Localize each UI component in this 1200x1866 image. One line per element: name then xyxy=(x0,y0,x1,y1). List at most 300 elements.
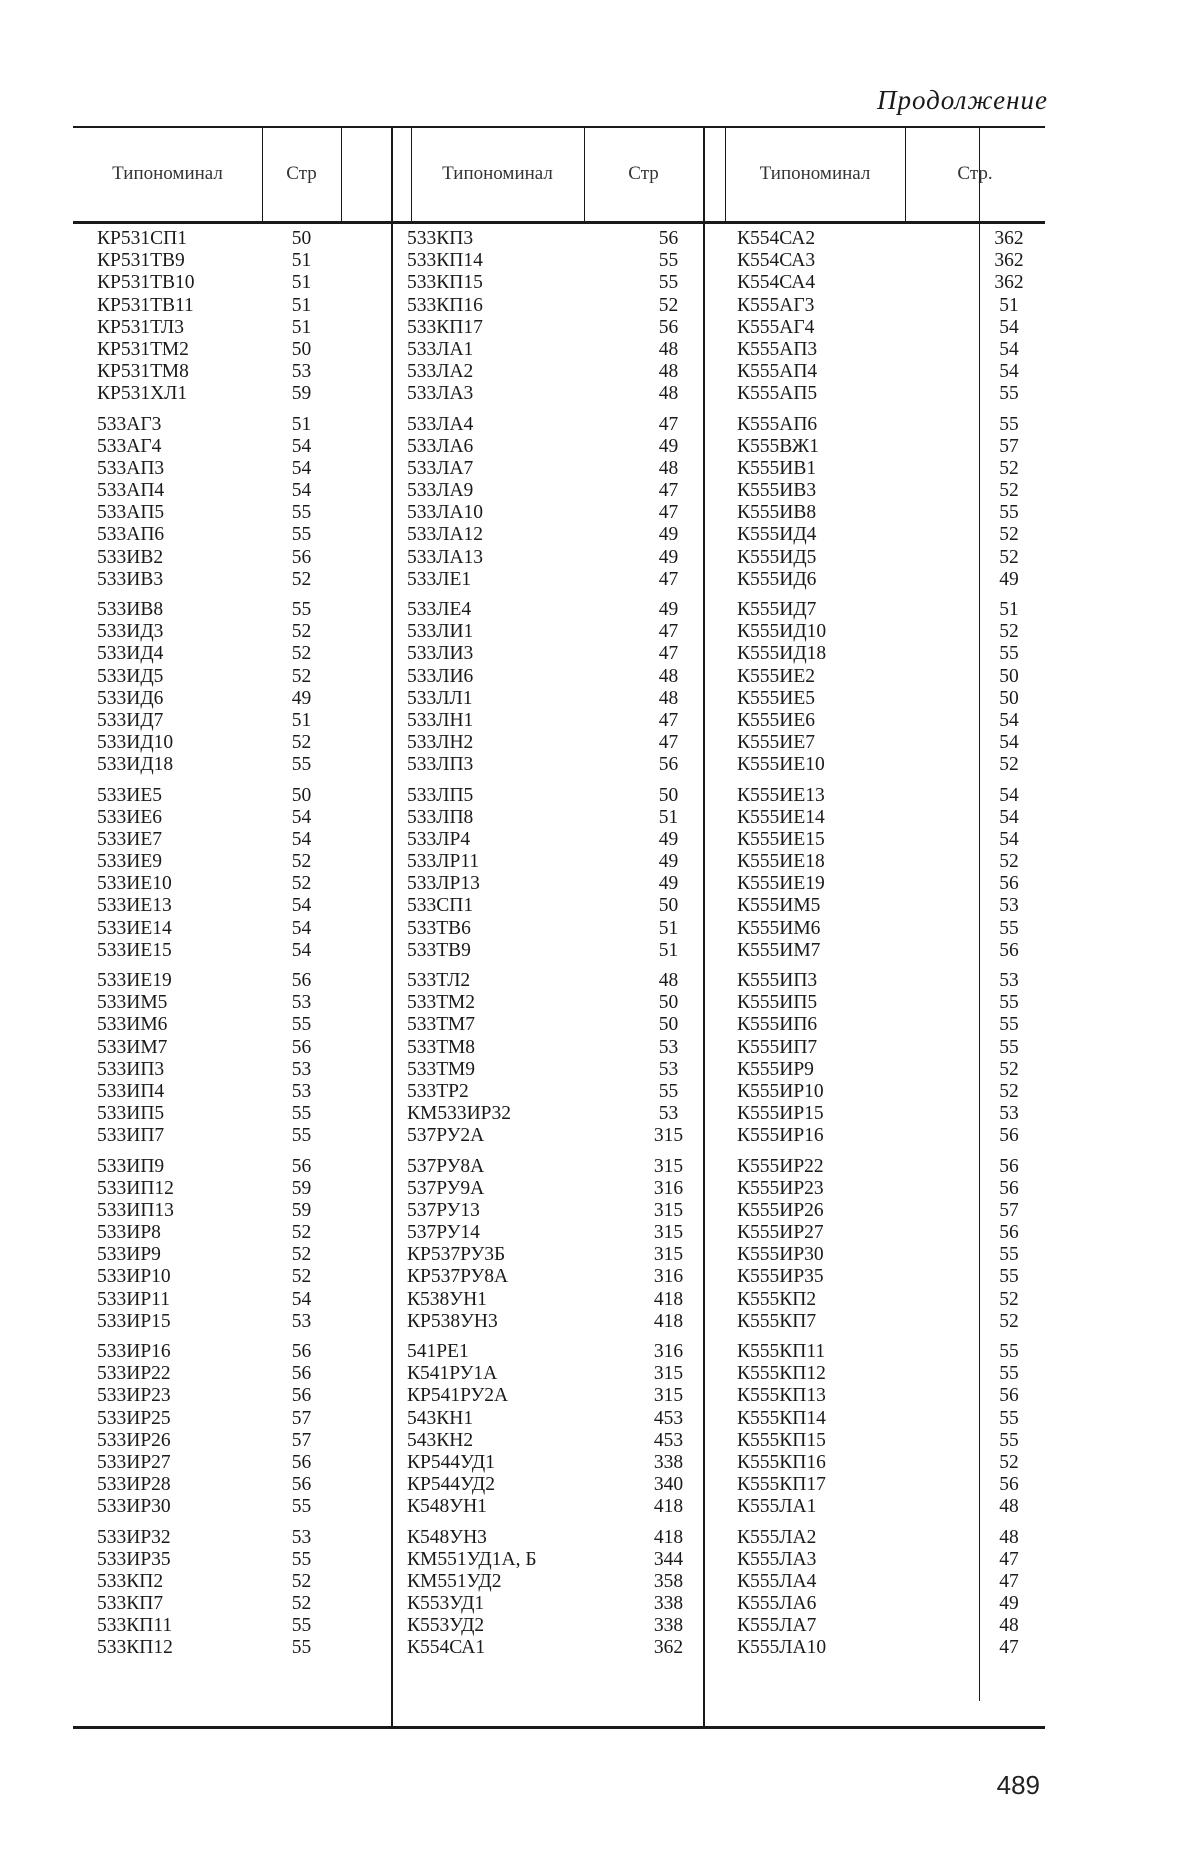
page-1-cell: 51 xyxy=(291,709,312,731)
type-3-cell: К555КП12 xyxy=(737,1363,826,1385)
page-2-cell: 418 xyxy=(653,1288,684,1310)
page-2-cell: 48 xyxy=(658,665,679,687)
type-1-cell: 533ИЕ19 xyxy=(97,970,172,991)
type-1-cell: 533КП11 xyxy=(97,1615,173,1637)
page-2-cell: 340 xyxy=(653,1474,684,1496)
type-2-cell: КР544УД1 xyxy=(407,1451,495,1473)
type-1-cell: 533ИД3 xyxy=(97,621,164,643)
type-3-cell: К555ИД5 xyxy=(737,546,817,568)
type-1-cell: 533ИЕ10 xyxy=(97,873,172,895)
table-row xyxy=(73,1593,1045,1615)
page-3-cell: 56 xyxy=(999,1474,1019,1496)
type-3-cell: К555ЛА6 xyxy=(737,1593,817,1615)
type-1-cell: 533ИР26 xyxy=(97,1429,171,1451)
type-3-cell: К555ИЕ7 xyxy=(737,732,815,754)
type-1-cell: 533АП4 xyxy=(97,480,165,502)
page-1-cell: 54 xyxy=(291,435,312,457)
page-3-cell: 52 xyxy=(999,1451,1019,1473)
type-3-cell: К555КП7 xyxy=(737,1310,817,1332)
page-1-cell: 52 xyxy=(291,1222,312,1244)
type-1-cell: 533ИД6 xyxy=(97,687,164,709)
table-row xyxy=(73,1059,1045,1081)
type-1-cell: КР531ТВ10 xyxy=(97,272,195,294)
page-1-cell: 54 xyxy=(291,457,312,479)
type-1-cell: 533ИП5 xyxy=(97,1103,165,1125)
type-2-cell: К548УН1 xyxy=(407,1496,487,1518)
page-2-cell: 52 xyxy=(658,294,679,316)
type-2-cell: 533КП16 xyxy=(407,294,483,316)
page-2-cell: 47 xyxy=(658,413,679,435)
page-2-cell: 362 xyxy=(653,1637,684,1659)
page-1-cell: 53 xyxy=(291,1526,312,1548)
type-1-cell: 533ИМ5 xyxy=(97,992,168,1014)
type-3-cell: К555ИЕ18 xyxy=(737,851,825,873)
page-1-cell: 52 xyxy=(291,643,312,665)
page-3-cell: 54 xyxy=(999,732,1019,754)
type-3-cell: К555ИР15 xyxy=(737,1103,824,1125)
type-3-cell: К555ВЖ1 xyxy=(737,435,819,457)
type-3-cell: К555ИД7 xyxy=(737,599,817,620)
table-row xyxy=(73,436,1045,458)
page-1-cell: 54 xyxy=(291,1288,312,1310)
table-row xyxy=(73,621,1045,643)
type-2-cell: 533ЛН1 xyxy=(407,709,474,731)
page-3-cell: 53 xyxy=(999,970,1019,991)
page-2-cell: 48 xyxy=(658,361,679,383)
type-2-cell: 533ЛА3 xyxy=(407,383,474,405)
page-2-cell: 418 xyxy=(653,1526,684,1548)
page-1-cell: 55 xyxy=(291,1548,312,1570)
type-2-cell: 533ЛА7 xyxy=(407,457,474,479)
page-2-cell: 55 xyxy=(658,272,679,294)
type-2-cell: 533ЛП5 xyxy=(407,784,474,806)
page-3-cell: 56 xyxy=(999,939,1019,961)
page-3-cell: 55 xyxy=(999,1363,1019,1385)
table-row xyxy=(73,361,1045,383)
type-3-cell: К555ИЕ14 xyxy=(737,806,825,828)
page-1-cell: 52 xyxy=(291,1570,312,1592)
type-1-cell: 533ИП9 xyxy=(97,1155,165,1177)
type-2-cell: К554СА1 xyxy=(407,1637,486,1659)
type-2-cell: 537РУ13 xyxy=(407,1199,480,1221)
page-1-cell: 56 xyxy=(291,1341,312,1362)
type-2-cell: 533ТВ6 xyxy=(407,917,471,939)
page-3-cell: 55 xyxy=(999,1266,1019,1288)
page-2-cell: 315 xyxy=(653,1222,684,1244)
type-3-cell: К555ИП6 xyxy=(737,1014,818,1036)
table-row xyxy=(73,1014,1045,1036)
page-3-cell: 52 xyxy=(999,621,1019,643)
table-row xyxy=(73,1549,1045,1571)
page-2-cell: 47 xyxy=(658,621,679,643)
page-3-cell: 52 xyxy=(999,754,1019,776)
type-2-cell: К553УД2 xyxy=(407,1615,485,1637)
page-1-cell: 55 xyxy=(291,1103,312,1125)
page-1-cell: 52 xyxy=(291,851,312,873)
row-group xyxy=(73,1341,1045,1519)
reference-table xyxy=(73,126,1045,1866)
page-3-cell: 52 xyxy=(999,457,1019,479)
table-row xyxy=(73,1474,1045,1496)
page-2-cell: 51 xyxy=(658,917,679,939)
table-row xyxy=(73,785,1045,807)
table-row xyxy=(73,666,1045,688)
type-3-cell: К555АГ3 xyxy=(737,294,815,316)
table-row xyxy=(73,1103,1045,1125)
page-1-cell: 54 xyxy=(291,806,312,828)
table-row xyxy=(73,1037,1045,1059)
page-1-cell: 56 xyxy=(291,1451,312,1473)
table-row xyxy=(73,1178,1045,1200)
type-2-cell: 533ЛА4 xyxy=(407,413,474,435)
page-2-cell: 50 xyxy=(658,895,679,917)
type-2-cell: 533ЛР13 xyxy=(407,873,480,895)
type-1-cell: 533ИД5 xyxy=(97,665,164,687)
table-row xyxy=(73,992,1045,1014)
page-2-cell: 47 xyxy=(658,480,679,502)
type-3-cell: К555ИР27 xyxy=(737,1222,824,1244)
type-3-cell: К555КП15 xyxy=(737,1429,826,1451)
page-3-cell: 53 xyxy=(999,895,1019,917)
type-2-cell: 533ЛА12 xyxy=(407,524,484,546)
type-3-cell: К555ИЕ13 xyxy=(737,784,825,806)
page-3-cell: 55 xyxy=(999,643,1019,665)
page-2-cell: 49 xyxy=(658,851,679,873)
page-3-cell: 55 xyxy=(999,1341,1019,1362)
type-2-cell: 537РУ2А xyxy=(407,1125,485,1147)
page-1-cell: 55 xyxy=(291,1125,312,1147)
type-1-cell: 533ИР35 xyxy=(97,1548,171,1570)
page-1-cell: 56 xyxy=(291,1036,312,1058)
type-3-cell: К555ИД18 xyxy=(737,643,827,665)
page-2-cell: 49 xyxy=(658,524,679,546)
type-1-cell: 533ИД7 xyxy=(97,709,164,731)
type-3-cell: К555ИЕ19 xyxy=(737,873,825,895)
type-1-cell: 533ИД4 xyxy=(97,643,164,665)
page-2-cell: 51 xyxy=(658,806,679,828)
row-group xyxy=(73,414,1045,592)
page-2-cell: 315 xyxy=(653,1385,684,1407)
type-1-cell: 533ИР9 xyxy=(97,1244,161,1266)
type-3-cell: К555ЛА7 xyxy=(737,1615,817,1637)
type-1-cell: 533ИР32 xyxy=(97,1526,171,1548)
type-3-cell: К554СА4 xyxy=(737,272,816,294)
page-1-cell: 57 xyxy=(291,1429,312,1451)
page-3-cell: 362 xyxy=(994,250,1024,272)
page-2-cell: 48 xyxy=(658,687,679,709)
page-3-cell: 52 xyxy=(999,851,1019,873)
page-2-cell: 316 xyxy=(653,1341,684,1362)
type-3-cell: К555ИД4 xyxy=(737,524,817,546)
type-3-cell: К555ИЕ15 xyxy=(737,828,825,850)
table-row xyxy=(73,1289,1045,1311)
page-3-cell: 54 xyxy=(999,784,1019,806)
page-1-cell: 53 xyxy=(291,1310,312,1332)
page-1-cell: 52 xyxy=(291,1266,312,1288)
page-1-cell: 52 xyxy=(291,665,312,687)
table-row xyxy=(73,1637,1045,1659)
type-1-cell: 533ИЕ14 xyxy=(97,917,172,939)
page-1-cell: 55 xyxy=(291,524,312,546)
page-2-cell: 55 xyxy=(658,250,679,272)
type-1-cell: 533ИВ3 xyxy=(97,568,164,590)
page-2-cell: 47 xyxy=(658,643,679,665)
page-1-cell: 53 xyxy=(291,1080,312,1102)
page-3-cell: 54 xyxy=(999,361,1019,383)
type-1-cell: 533АП5 xyxy=(97,502,165,524)
page-1-cell: 50 xyxy=(291,338,312,360)
type-1-cell: КР531ТВ11 xyxy=(97,294,194,316)
row-group xyxy=(73,970,1045,1148)
type-2-cell: 533ЛИ1 xyxy=(407,621,474,643)
page-3-cell: 50 xyxy=(999,687,1019,709)
page-3-cell: 47 xyxy=(999,1637,1019,1659)
type-1-cell: КР531ТМ2 xyxy=(97,338,189,360)
type-1-cell: КР531СП1 xyxy=(97,228,187,249)
table-row xyxy=(73,1571,1045,1593)
page-3-cell: 50 xyxy=(999,665,1019,687)
page-3-cell: 51 xyxy=(999,599,1019,620)
type-2-cell: 533ЛП3 xyxy=(407,754,474,776)
type-2-cell: КР544УД2 xyxy=(407,1474,495,1496)
type-2-cell: 533ТВ9 xyxy=(407,939,471,961)
page-2-cell: 49 xyxy=(658,828,679,850)
type-1-cell: 533АП6 xyxy=(97,524,165,546)
page-2-cell: 50 xyxy=(658,1014,679,1036)
type-2-cell: 533ЛЕ4 xyxy=(407,599,472,620)
table-row xyxy=(73,295,1045,317)
type-1-cell: 533ИП13 xyxy=(97,1199,174,1221)
type-3-cell: К555ИД6 xyxy=(737,568,817,590)
type-1-cell: КР531ТЛ3 xyxy=(97,316,185,338)
type-3-cell: К555АП6 xyxy=(737,413,818,435)
page-3-cell: 55 xyxy=(999,917,1019,939)
type-1-cell: КР531ХЛ1 xyxy=(97,383,188,405)
type-3-cell: К555КП16 xyxy=(737,1451,826,1473)
page-1-cell: 50 xyxy=(291,228,312,249)
type-2-cell: 537РУ8А xyxy=(407,1155,485,1177)
type-2-cell: 537РУ9А xyxy=(407,1177,485,1199)
type-2-cell: 533СП1 xyxy=(407,895,474,917)
type-1-cell: КР531ТВ9 xyxy=(97,250,185,272)
table-row xyxy=(73,524,1045,546)
page-3-cell: 52 xyxy=(999,546,1019,568)
page-3-cell: 55 xyxy=(999,1429,1019,1451)
page-2-cell: 315 xyxy=(653,1363,684,1385)
type-1-cell: 533АГ3 xyxy=(97,413,162,435)
col-divider-2 xyxy=(341,126,342,222)
type-3-cell: К555ИМ5 xyxy=(737,895,821,917)
table-row xyxy=(73,480,1045,502)
table-row xyxy=(73,599,1045,621)
type-1-cell: 533АП3 xyxy=(97,457,165,479)
type-1-cell: 533ИЕ5 xyxy=(97,784,162,806)
type-3-cell: К555ИП7 xyxy=(737,1036,818,1058)
type-3-cell: К555ЛА10 xyxy=(737,1637,827,1659)
page-2-cell: 47 xyxy=(658,568,679,590)
type-1-cell: 533ИД10 xyxy=(97,732,174,754)
page-2-cell: 338 xyxy=(653,1593,684,1615)
page-3-cell: 56 xyxy=(999,1155,1019,1177)
type-3-cell: К555ЛА4 xyxy=(737,1570,817,1592)
page-2-cell: 48 xyxy=(658,970,679,991)
page-2-cell: 338 xyxy=(653,1451,684,1473)
page-2-cell: 48 xyxy=(658,383,679,405)
table-row xyxy=(73,502,1045,524)
page-3-cell: 48 xyxy=(999,1496,1019,1518)
page-1-cell: 49 xyxy=(291,687,312,709)
type-2-cell: 533ТМ7 xyxy=(407,1014,475,1036)
table-row xyxy=(73,754,1045,776)
type-2-cell: К553УД1 xyxy=(407,1593,485,1615)
type-2-cell: КР537РУ3Б xyxy=(407,1244,506,1266)
type-2-cell: 533ТР2 xyxy=(407,1080,469,1102)
type-2-cell: КМ551УД2 xyxy=(407,1570,502,1592)
page-3-cell: 57 xyxy=(999,1199,1019,1221)
page-1-cell: 50 xyxy=(291,784,312,806)
type-2-cell: К541РУ1А xyxy=(407,1363,498,1385)
type-3-cell: К555КП11 xyxy=(737,1341,826,1362)
header-page-3: Стр. xyxy=(957,163,993,184)
page-3-cell: 55 xyxy=(999,502,1019,524)
page-2-cell: 316 xyxy=(653,1266,684,1288)
table-row xyxy=(73,851,1045,873)
page-2-cell: 47 xyxy=(658,732,679,754)
page-3-cell: 52 xyxy=(999,1288,1019,1310)
page-1-cell: 55 xyxy=(291,1615,312,1637)
page-2-cell: 56 xyxy=(658,316,679,338)
header-type-1: Типономинал xyxy=(112,163,223,184)
page-2-cell: 418 xyxy=(653,1310,684,1332)
row-group xyxy=(73,785,1045,963)
page-3-cell: 55 xyxy=(999,383,1019,405)
type-3-cell: К555АГ4 xyxy=(737,316,815,338)
type-1-cell: 533ИР23 xyxy=(97,1385,171,1407)
type-1-cell: 533ИР28 xyxy=(97,1474,171,1496)
type-2-cell: 533ЛЕ1 xyxy=(407,568,472,590)
page-1-cell: 54 xyxy=(291,917,312,939)
page-1-cell: 51 xyxy=(291,316,312,338)
type-1-cell: 533КП7 xyxy=(97,1593,164,1615)
page-1-cell: 54 xyxy=(291,939,312,961)
page-1-cell: 54 xyxy=(291,828,312,850)
type-3-cell: К555ИП5 xyxy=(737,992,818,1014)
type-1-cell: 533ИР27 xyxy=(97,1451,171,1473)
table-row xyxy=(73,317,1045,339)
type-1-cell: 533АГ4 xyxy=(97,435,162,457)
type-3-cell: К555ИЕ2 xyxy=(737,665,815,687)
type-2-cell: 533ЛА6 xyxy=(407,435,474,457)
table-row xyxy=(73,1081,1045,1103)
type-3-cell: К555ИЕ6 xyxy=(737,709,815,731)
type-3-cell: К555ИМ7 xyxy=(737,939,821,961)
type-3-cell: К555ИР26 xyxy=(737,1199,824,1221)
table-row xyxy=(73,688,1045,710)
page-2-cell: 47 xyxy=(658,502,679,524)
type-2-cell: 533ЛА9 xyxy=(407,480,474,502)
table-row xyxy=(73,1496,1045,1518)
table-row xyxy=(73,873,1045,895)
table-row xyxy=(73,807,1045,829)
table-row xyxy=(73,1222,1045,1244)
type-2-cell: 533КП3 xyxy=(407,228,474,249)
page-3-cell: 56 xyxy=(999,873,1019,895)
page-1-cell: 57 xyxy=(291,1407,312,1429)
type-1-cell: КР531ТМ8 xyxy=(97,361,189,383)
type-2-cell: 533ЛР4 xyxy=(407,828,471,850)
type-3-cell: К555ИД10 xyxy=(737,621,827,643)
page-1-cell: 54 xyxy=(291,480,312,502)
type-1-cell: 533ИЕ7 xyxy=(97,828,162,850)
type-1-cell: 533ИР15 xyxy=(97,1310,171,1332)
table-row xyxy=(73,228,1045,250)
table-row xyxy=(73,1430,1045,1452)
page-3-cell: 54 xyxy=(999,806,1019,828)
page-2-cell: 49 xyxy=(658,873,679,895)
type-3-cell: К555ИЕ10 xyxy=(737,754,825,776)
page-1-cell: 51 xyxy=(291,250,312,272)
page-2-cell: 51 xyxy=(658,939,679,961)
table-row xyxy=(73,918,1045,940)
type-2-cell: 533ТМ2 xyxy=(407,992,475,1014)
table-row xyxy=(73,1244,1045,1266)
type-2-cell: 533ЛИ3 xyxy=(407,643,474,665)
page-3-cell: 55 xyxy=(999,1014,1019,1036)
page-3-cell: 54 xyxy=(999,709,1019,731)
type-2-cell: КМ551УД1А, Б xyxy=(407,1548,537,1570)
page-2-cell: 56 xyxy=(658,228,679,249)
table-row xyxy=(73,970,1045,992)
type-1-cell: 533ИВ8 xyxy=(97,599,164,620)
type-2-cell: К538УН1 xyxy=(407,1288,487,1310)
type-1-cell: 533ИЕ9 xyxy=(97,851,162,873)
page-1-cell: 51 xyxy=(291,294,312,316)
type-2-cell: 543КН1 xyxy=(407,1407,474,1429)
type-1-cell: 533ИП12 xyxy=(97,1177,174,1199)
page-3-cell: 52 xyxy=(999,1310,1019,1332)
type-1-cell: 533ИР8 xyxy=(97,1222,161,1244)
table-row xyxy=(73,1363,1045,1385)
type-2-cell: 537РУ14 xyxy=(407,1222,480,1244)
type-1-cell: 533ИП4 xyxy=(97,1080,165,1102)
page-1-cell: 51 xyxy=(291,272,312,294)
type-1-cell: 533КП2 xyxy=(97,1570,164,1592)
type-1-cell: 533ИЕ6 xyxy=(97,806,162,828)
type-2-cell: 533ТМ8 xyxy=(407,1036,475,1058)
table-row xyxy=(73,710,1045,732)
page-3-cell: 54 xyxy=(999,316,1019,338)
table-row xyxy=(73,732,1045,754)
type-3-cell: К555ИВ3 xyxy=(737,480,817,502)
page-2-cell: 344 xyxy=(653,1548,684,1570)
page-2-cell: 47 xyxy=(658,709,679,731)
page-1-cell: 52 xyxy=(291,621,312,643)
type-3-cell: К555ИП3 xyxy=(737,970,818,991)
page-2-cell: 358 xyxy=(653,1570,684,1592)
type-1-cell: 533ИР10 xyxy=(97,1266,171,1288)
type-1-cell: 533ИЕ13 xyxy=(97,895,172,917)
header-type-3: Типономинал xyxy=(759,163,871,184)
type-3-cell: К555ИР22 xyxy=(737,1155,824,1177)
page-2-cell: 48 xyxy=(658,338,679,360)
row-group xyxy=(73,599,1045,777)
type-2-cell: 533ЛН2 xyxy=(407,732,474,754)
page-1-cell: 55 xyxy=(291,754,312,776)
page-1-cell: 53 xyxy=(291,992,312,1014)
row-group xyxy=(73,228,1045,406)
type-3-cell: К555ИВ8 xyxy=(737,502,817,524)
page-3-cell: 48 xyxy=(999,1526,1019,1548)
